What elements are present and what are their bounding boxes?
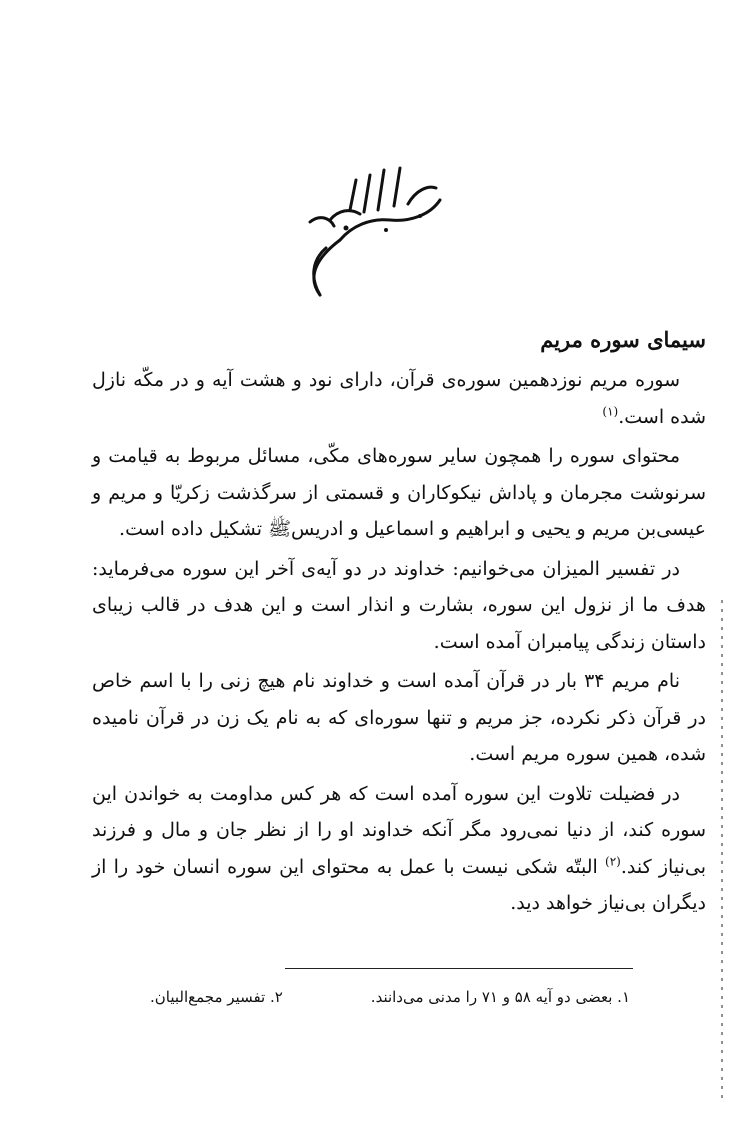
paragraph-name-maryam: نام مریم ۳۴ بار در قرآن آمده است و خداوند نام هیچ زنی را با اسم خاص در قرآن ذکر نکرده، جز مریم و تنها سوره‌ای که به نام یک زن در قرآن نامیده شده، همین سوره مریم است. <box>92 670 706 765</box>
paragraph-content: محتوای سوره را همچون سایر سوره‌های مکّی، مسائل مربوط به قیامت و سرنوشت مجرمان و پاداش نیکوکاران و قسمتی از سرگذشت زکریّا و مریم و عیسی‌بن مریم و یحیی و ابراهیم و اسماعیل و ادریس‌ﷺ تشکیل داده است. <box>92 445 706 540</box>
footnote-divider <box>285 968 633 969</box>
paragraph-virtue: در فضیلت تلاوت این سوره آمده است که هر کس مداومت به خواندن این سوره کند، از دنیا نمی‌رود مگر آنکه خداوند او را از نظر جان و مال و فرزند بی‌نیاز کند.$^{(۲)}$ البتّه شکی نیست با عمل به محتوای این سوره انسان خود را از دیگران بی‌نیاز خواهد دید. <box>92 782 706 914</box>
paragraph-almizan: در تفسیر المیزان می‌خوانیم: خداوند در دو آیه‌ی آخر این سوره می‌فرماید: هدف ما از نزول این سوره، بشارت و انذار است و این هدف در قالب زیبای داستان زندگی پیامبران آمده است. <box>92 557 706 653</box>
page-edge-scan-artifact <box>721 600 723 1100</box>
basmala-calligraphy <box>290 160 450 300</box>
paragraph-intro: سوره مریم نوزدهمین سوره‌ی قرآن، دارای نود و هشت آیه و در مکّه نازل شده است.$^{(۱)}$ <box>92 369 706 428</box>
footnote-ref-2: (۲) <box>605 854 621 869</box>
section-heading: سیمای سوره مریم <box>540 327 706 352</box>
footnote-1: ۱. بعضی دو آیه ۵۸ و ۷۱ را مدنی می‌دانند. <box>370 988 630 1006</box>
main-text <box>92 322 706 925</box>
footnote-2: ۲. تفسیر مجمع‌البیان. <box>150 988 283 1006</box>
footnote-ref-1: (۱) <box>602 404 619 419</box>
